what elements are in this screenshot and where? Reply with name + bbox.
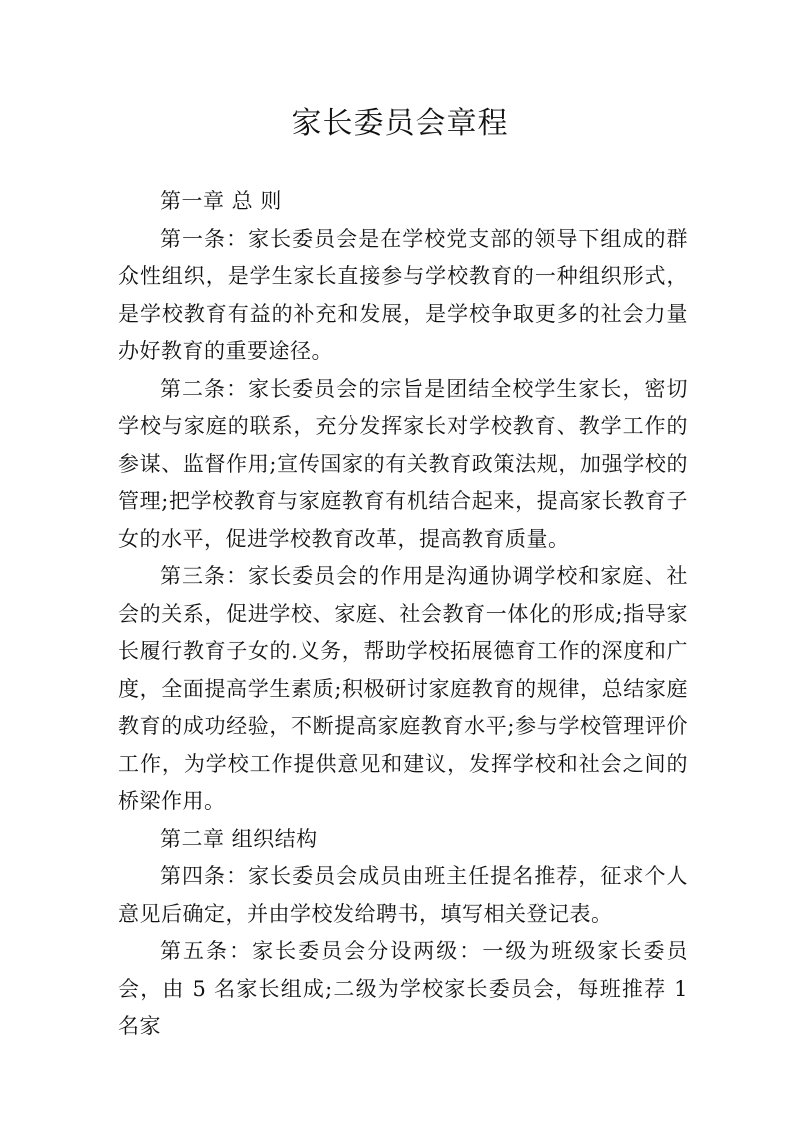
- chapter-2-heading: 第二章 组织结构: [160, 826, 318, 851]
- article-4: 第四条：家长委员会成员由班主任提名推荐，征求个人意见后确定，并由学校发给聘书，填写相关登记表。: [118, 864, 688, 926]
- article-2: 第二条：家长委员会的宗旨是团结全校学生家长，密切学校与家庭的联系，充分发挥家长对学校教育、教学工作的参谋、监督作用;宣传国家的有关教育政策法规，加强学校的管理;把学校教育与家庭教育有机结合起来，提高家长教育子女的水平，促进学校教育改革，提高教育质量。: [118, 376, 688, 551]
- article-3: 第三条：家长委员会的作用是沟通协调学校和家庭、社会的关系，促进学校、家庭、社会教育一体化的形成;指导家长履行教育子女的.义务，帮助学校拓展德育工作的深度和广度，全面提高学生素质;积极研讨家庭教育的规律，总结家庭教育的成功经验，不断提高家庭教育水平;参与学校管理评价工作，为学校工作提供意见和建议，发挥学校和社会之间的桥梁作用。: [118, 564, 688, 813]
- document-body: [118, 183, 688, 1046]
- article-1: 第一条：家长委员会是在学校党支部的领导下组成的群众性组织，是学生家长直接参与学校教育的一种组织形式，是学校教育有益的补充和发展，是学校争取更多的社会力量办好教育的重要途径。: [118, 226, 688, 363]
- article-5: 第五条：家长委员会分设两级：一级为班级家长委员会，由 5 名家长组成;二级为学校家长委员会，每班推荐 1 名家: [118, 939, 688, 1038]
- document-title: 家长委员会章程: [291, 106, 509, 141]
- chapter-1-heading: 第一章 总 则: [160, 189, 282, 213]
